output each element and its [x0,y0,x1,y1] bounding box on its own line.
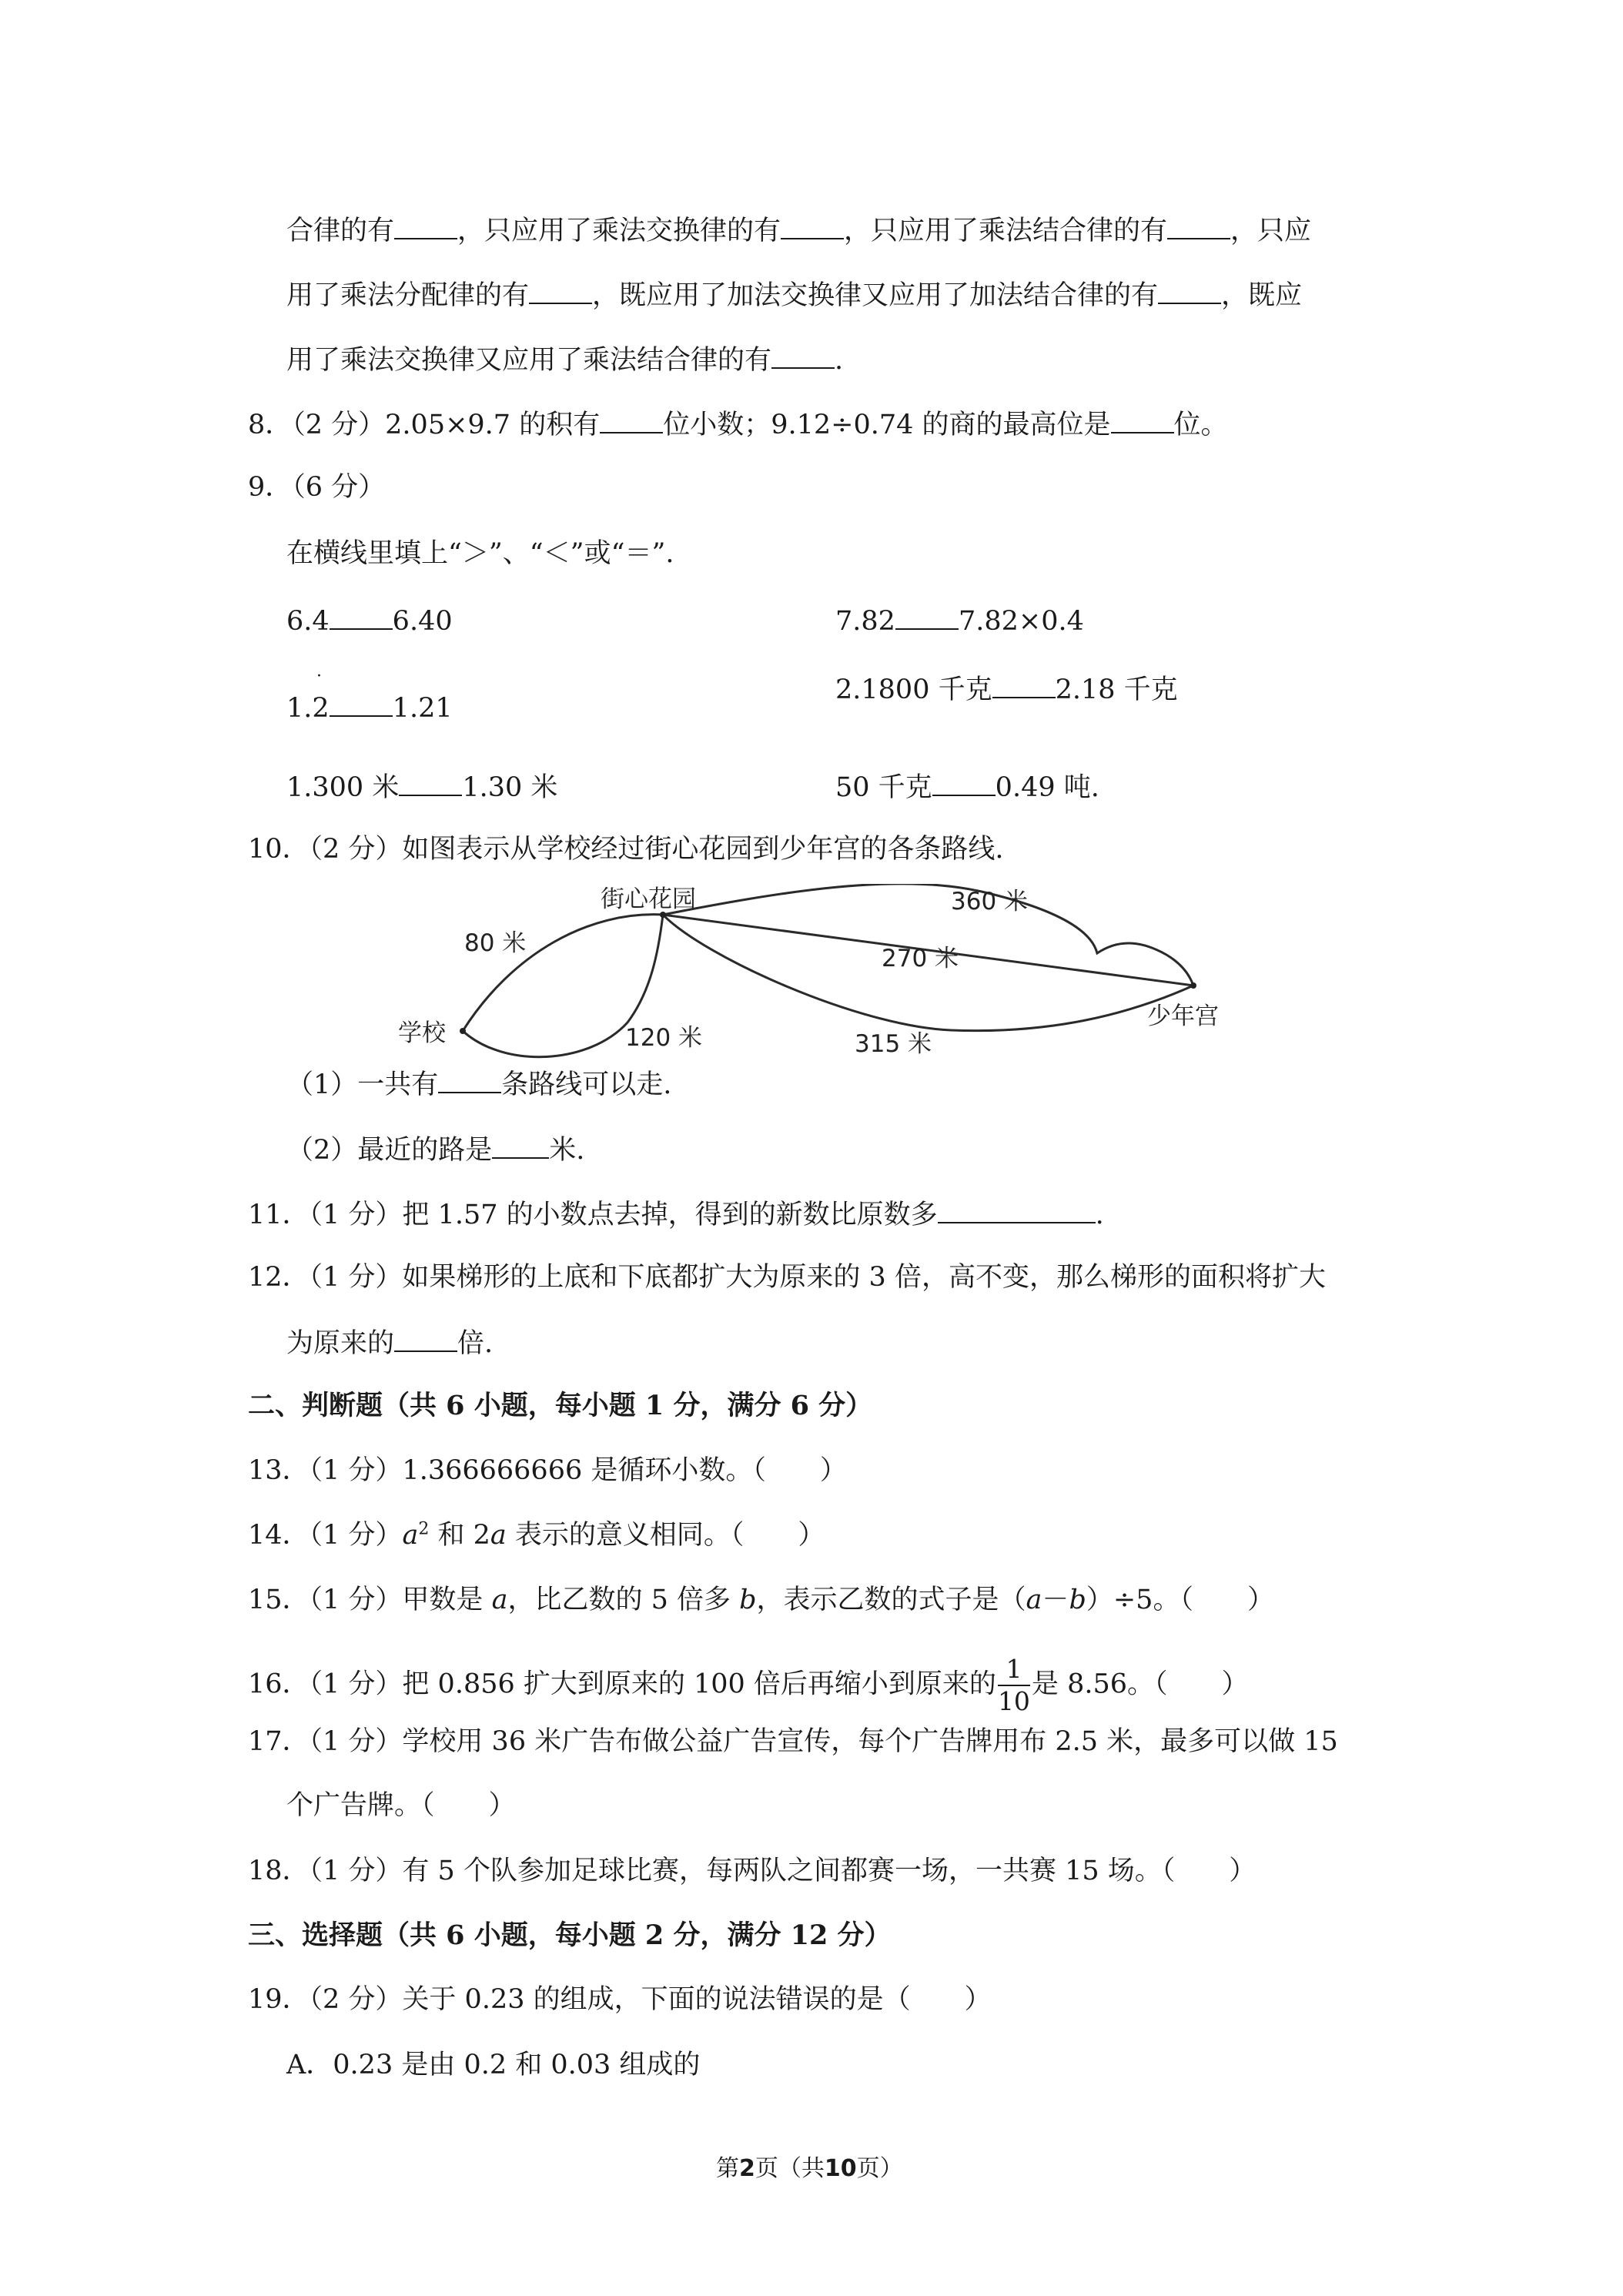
label-360m: 360 米 [951,888,1029,915]
question-12-line1: 12．（1 分）如果梯形的上底和下底都扩大为原来的 3 倍，高不变，那么梯形的面积将扩大 [248,1262,1326,1293]
question-9-instruction: 在横线里填上“＞”、“＜”或“＝”. [286,538,674,569]
answer-blank[interactable] [394,212,457,239]
answer-blank[interactable] [394,1324,457,1352]
label-garden: 街心花园 [601,885,696,913]
section-heading-choice: 三、选择题（共 6 小题，每小题 2 分，满分 12 分） [248,1919,892,1951]
question-17-line2: 个广告牌。（ ） [286,1790,516,1821]
question-13: 13．（1 分）1.366666666 是循环小数。（ ） [248,1455,847,1486]
answer-blank[interactable] [895,602,959,630]
question-19-option-a: A．0.23 是由 0.2 和 0.03 组成的 [286,2050,701,2080]
question-10-part-1: （1）一共有 条路线可以走. [286,1066,671,1102]
palace-point [1190,982,1196,989]
question-11: 11．（1 分）把 1.57 的小数点去掉，得到的新数比原数多 . [248,1196,1104,1232]
question-12-line2: 为原来的 倍. [286,1324,493,1361]
question-18: 18．（1 分）有 5 个队参加足球比赛，每两队之间都赛一场，一共赛 15 场。（ ） [248,1856,1257,1886]
answer-blank[interactable] [932,768,996,796]
question-8: 8．（2 分）2.05×9.7 的积有 位小数；9.12÷0.74 的商的最高位是 位。 [248,406,1228,442]
answer-blank[interactable] [1158,276,1221,304]
answer-blank[interactable] [781,212,844,239]
answer-blank[interactable] [1167,212,1230,239]
question-19: 19．（2 分）关于 0.23 的组成，下面的说法错误的是（ ） [248,1984,992,2015]
q7-line3: 用了乘法交换律又应用了乘法结合律的有 . [286,341,843,377]
compare-item: 7.82 7.82×0.4 [835,602,1084,638]
compare-item: 2.1800 千克 2.18 千克 [835,671,1178,707]
compare-item: 1.2 1.21 [286,689,453,725]
compare-item: 50 千克 0.49 吨. [835,768,1099,805]
question-15: 15．（1 分）甲数是 a，比乙数的 5 倍多 b，表示乙数的式子是（a－b）÷5。（ ） [248,1585,1274,1615]
answer-blank[interactable] [938,1196,1096,1223]
question-9-header: 9．（6 分） [248,472,386,503]
question-10: 10．（2 分）如图表示从学校经过街心花园到少年宫的各条路线. [248,834,1004,865]
answer-blank[interactable] [399,768,462,796]
question-10-part-2: （2）最近的路是 米. [286,1131,584,1167]
answer-blank[interactable] [600,406,663,433]
answer-blank[interactable] [1111,406,1174,433]
compare-item: 1.300 米 1.30 米 [286,768,557,805]
label-270m: 270 米 [882,945,959,972]
answer-blank[interactable] [529,276,592,304]
answer-blank[interactable] [492,1131,549,1159]
answer-blank[interactable] [438,1066,501,1093]
q7-line2: 用了乘法分配律的有 ，既应用了加法交换律又应用了加法结合律的有 ，既应 [286,276,1302,313]
label-315m: 315 米 [855,1030,932,1058]
answer-blank[interactable] [330,602,393,630]
compare-item: 6.4 6.40 [286,602,453,638]
label-school: 学校 [398,1019,446,1047]
answer-blank[interactable] [330,689,393,717]
label-palace: 少年宫 [1147,1002,1219,1030]
repeating-decimal-dot: · [316,667,322,686]
question-14: 14．（1 分）$a^2$ 和 2a 表示的意义相同。（ ） [248,1519,825,1551]
page-footer: 第2页（共10页） [716,2155,903,2182]
school-point [460,1028,466,1034]
label-120m: 120 米 [625,1024,703,1052]
answer-blank[interactable] [771,341,835,369]
q7-line1: 合律的有 ，只应用了乘法交换律的有 ，只应用了乘法结合律的有 ，只应 [286,212,1311,248]
label-80m: 80 米 [464,929,527,957]
route-315 [663,915,1193,1031]
question-17-line1: 17．（1 分）学校用 36 米广告布做公益广告宣传，每个广告牌用布 2.5 米，最多可以做 15 [248,1726,1338,1757]
route-diagram [397,884,1236,1063]
section-heading-judgement: 二、判断题（共 6 小题，每小题 1 分，满分 6 分） [248,1390,873,1421]
answer-blank[interactable] [992,671,1056,698]
fraction-one-tenth: $\frac{1}{10}$ [997,1654,1030,1716]
question-16: 16．（1 分）把 0.856 扩大到原来的 100 倍后再缩小到原来的 $\frac{1}{10}$ 是 8.56。（ ） [248,1654,1249,1716]
